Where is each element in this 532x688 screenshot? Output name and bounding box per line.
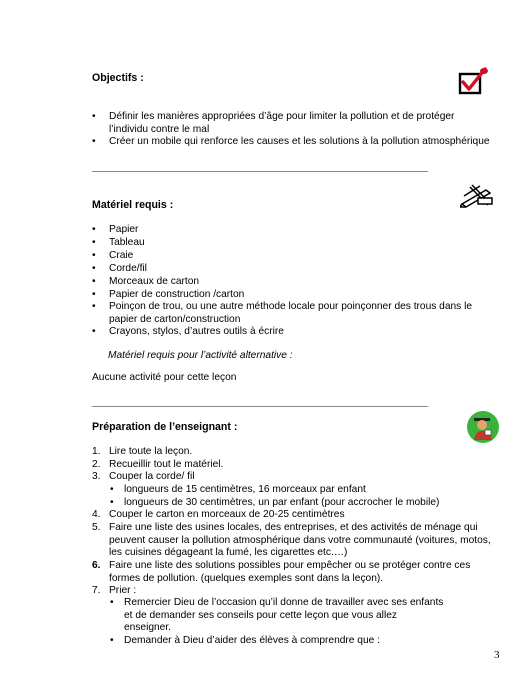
pencil-tools-icon: [460, 184, 494, 208]
sub-item: [110, 497, 440, 510]
bullet-marker: •: [110, 484, 114, 495]
material-text: Craie: [109, 250, 134, 261]
prep-step: [92, 509, 345, 522]
material-item: [92, 301, 473, 325]
material-text: Papier de construction /carton: [109, 289, 245, 300]
alt-materials-heading: Matériel requis pour l’activité alternative :: [108, 350, 293, 361]
step-text: Faire une liste des solutions possibles pour empêcher ou se protéger contre ces: [109, 560, 471, 571]
prep-step: [92, 560, 471, 584]
bullet-marker: •: [110, 597, 114, 608]
step-text: Prier :: [109, 585, 137, 596]
prep-step: [92, 446, 193, 459]
material-text: Papier: [109, 224, 139, 235]
step-text: Couper le carton en morceaux de 20-25 centimètres: [109, 509, 345, 520]
step-number: 4.: [92, 509, 101, 520]
step-text: formes de pollution. (quelques exemples sont dans la leçon).: [109, 572, 384, 584]
bullet-marker: •: [92, 289, 96, 300]
section-divider: [92, 171, 428, 172]
sub-item: [110, 635, 380, 648]
prep-step: [92, 471, 195, 484]
sub-text: enseigner.: [124, 622, 172, 634]
sub-text: longueurs de 30 centimètres, un par enfant (pour accrocher le mobile): [124, 497, 440, 508]
material-text: papier de carton/construction: [109, 313, 241, 325]
sub-item: [110, 597, 444, 634]
sub-text: longueurs de 15 centimètres, 16 morceaux par enfant: [124, 484, 366, 495]
material-item: [92, 289, 245, 302]
sub-text: et de demander ses conseils pour cette leçon que vous allez: [124, 609, 397, 621]
step-number: 5.: [92, 522, 101, 533]
bullet-marker: •: [110, 497, 114, 508]
material-item: [92, 224, 139, 237]
step-text: Lire toute la leçon.: [109, 446, 193, 457]
objective-item: [92, 111, 455, 135]
step-number: 7.: [92, 585, 101, 596]
material-text: Tableau: [109, 237, 145, 248]
bullet-marker: •: [92, 250, 96, 261]
materials-heading: Matériel requis :: [92, 199, 174, 211]
preparation-heading: Préparation de l’enseignant :: [92, 421, 238, 433]
section-divider: [92, 406, 428, 407]
bullet-marker: •: [92, 276, 96, 287]
step-text: Recueillir tout le matériel.: [109, 459, 224, 470]
bullet-marker: •: [92, 224, 96, 235]
step-text: les cuisines dégageant la fumé, les cigarettes etc.…): [109, 547, 348, 559]
bullet-marker: •: [92, 237, 96, 248]
material-item: [92, 326, 284, 339]
step-number: 3.: [92, 471, 101, 482]
objective-item: [92, 136, 490, 149]
sub-text: Remercier Dieu de l’occasion qu’il donne de travailler avec ses enfants: [124, 597, 444, 608]
bullet-marker: •: [92, 263, 96, 274]
prep-step: [92, 522, 491, 559]
step-number: 1.: [92, 446, 101, 457]
sub-item: [110, 484, 366, 497]
prep-step: [92, 459, 224, 472]
objective-text-line: Créer un mobile qui renforce les causes et les solutions à la pollution atmosphérique: [109, 136, 490, 147]
material-item: [92, 263, 147, 276]
bullet-marker: •: [92, 326, 96, 337]
step-text: peuvent causer la pollution atmosphérique dans votre communauté (voitures, motos,: [109, 534, 491, 546]
prep-step: [92, 585, 137, 598]
material-text: Morceaux de carton: [109, 276, 200, 287]
step-number: 6.: [92, 560, 101, 571]
material-item: [92, 237, 145, 250]
objective-text-line: l’individu contre le mal: [109, 123, 210, 135]
material-item: [92, 250, 134, 263]
sub-text: Demander à Dieu d’aider des élèves à comprendre que :: [124, 635, 380, 646]
material-text: Corde/fil: [109, 263, 147, 274]
bullet-marker: •: [110, 635, 114, 646]
step-number: 2.: [92, 459, 101, 470]
objective-text-line: Définir les manières appropriées d’âge pour limiter la pollution et de protéger: [109, 111, 455, 122]
alt-materials-text: Aucune activité pour cette leçon: [92, 372, 237, 383]
material-item: [92, 276, 200, 289]
page-number: 3: [494, 649, 500, 661]
bullet-marker: •: [92, 111, 96, 122]
material-text: Poinçon de trou, ou une autre méthode locale pour poinçonner des trous dans le: [109, 301, 473, 312]
checkbox-check-icon: [458, 66, 490, 96]
bullet-marker: •: [92, 136, 96, 147]
teacher-person-icon: [466, 410, 500, 444]
step-text: Faire une liste des usines locales, des entreprises, et des activités de ménage qui: [109, 522, 478, 533]
bullet-marker: •: [92, 301, 96, 312]
step-text: Couper la corde/ fil: [109, 471, 195, 482]
material-text: Crayons, stylos, d’autres outils à écrire: [109, 326, 284, 337]
objectives-heading: Objectifs :: [92, 72, 144, 84]
